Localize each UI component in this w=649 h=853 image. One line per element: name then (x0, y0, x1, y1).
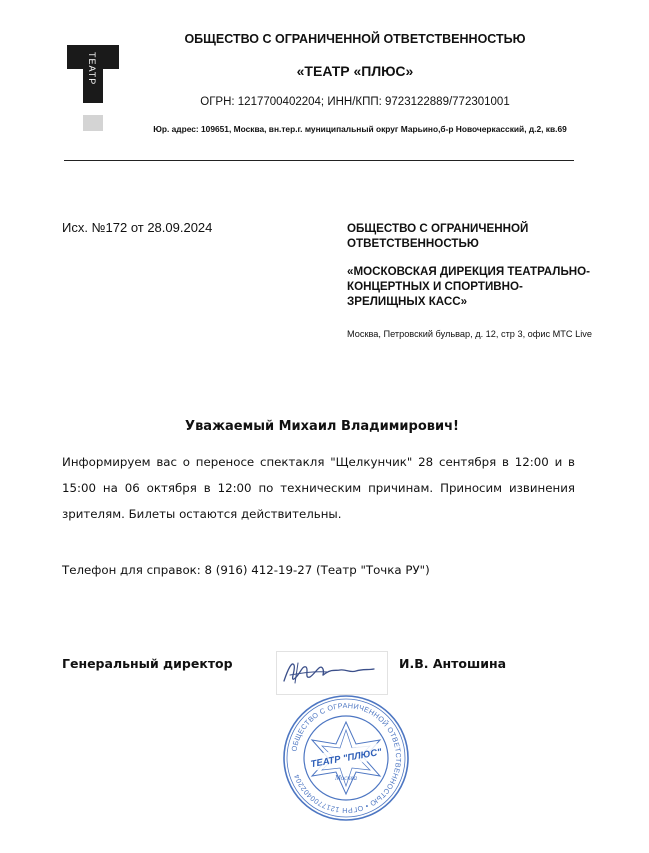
seal-center-text: ТЕАТР "ПЛЮС" (309, 746, 383, 771)
org-type: ОБЩЕСТВО С ОГРАНИЧЕННОЙ ОТВЕТСТВЕННОСТЬЮ (184, 32, 526, 46)
handwritten-signature (276, 651, 388, 695)
header-divider (64, 160, 574, 161)
recipient-org-name: «МОСКОВСКАЯ ДИРЕКЦИЯ ТЕАТРАЛЬНО-КОНЦЕРТНЫХ И СПОРТИВНО-ЗРЕЛИЩНЫХ КАСС» (347, 265, 591, 308)
seal-city: Москва (334, 774, 358, 782)
signer-name: И.В. Антошина (399, 656, 507, 671)
org-name: «ТЕАТР «ПЛЮС» (296, 63, 414, 79)
outgoing-number: Исх. №172 от 28.09.2024 (62, 220, 213, 235)
signer-title: Генеральный директор (62, 656, 233, 671)
recipient-address: Москва, Петровский бульвар, д. 12, стр 3, офис МТС Live (347, 329, 592, 339)
seal-ring-text: ОБЩЕСТВО С ОГРАНИЧЕННОЙ ОТВЕТСТВЕННОСТЬЮ • ОГРН 1217700402204 (289, 700, 404, 816)
company-seal (282, 694, 410, 822)
greeting: Уважаемый Михаил Владимирович! (185, 419, 459, 434)
letter-body: Информируем вас о переносе спектакля "Щелкунчик" 28 сентября в 12:00 и в 15:00 на 06 октября в 12:00 по техническим причинам. Приносим извинения зрителям. Билеты остаются действительны. (62, 455, 575, 521)
contact-phone: Телефон для справок: 8 (916) 412-19-27 (Театр "Точка РУ") (62, 563, 430, 577)
org-registration: ОГРН: 1217700402204; ИНН/КПП: 9723122889/772301001 (200, 96, 510, 108)
theatre-logo (67, 45, 119, 133)
logo-text: ТЕАТР (87, 52, 97, 86)
org-legal-address: Юр. адрес: 109651, Москва, вн.тер.г. муниципальный округ Марьино,б-р Новочеркасский, д.2, кв.69 (153, 124, 567, 134)
recipient-org-type: ОБЩЕСТВО С ОГРАНИЧЕННОЙ ОТВЕТСТВЕННОСТЬЮ (347, 222, 529, 250)
